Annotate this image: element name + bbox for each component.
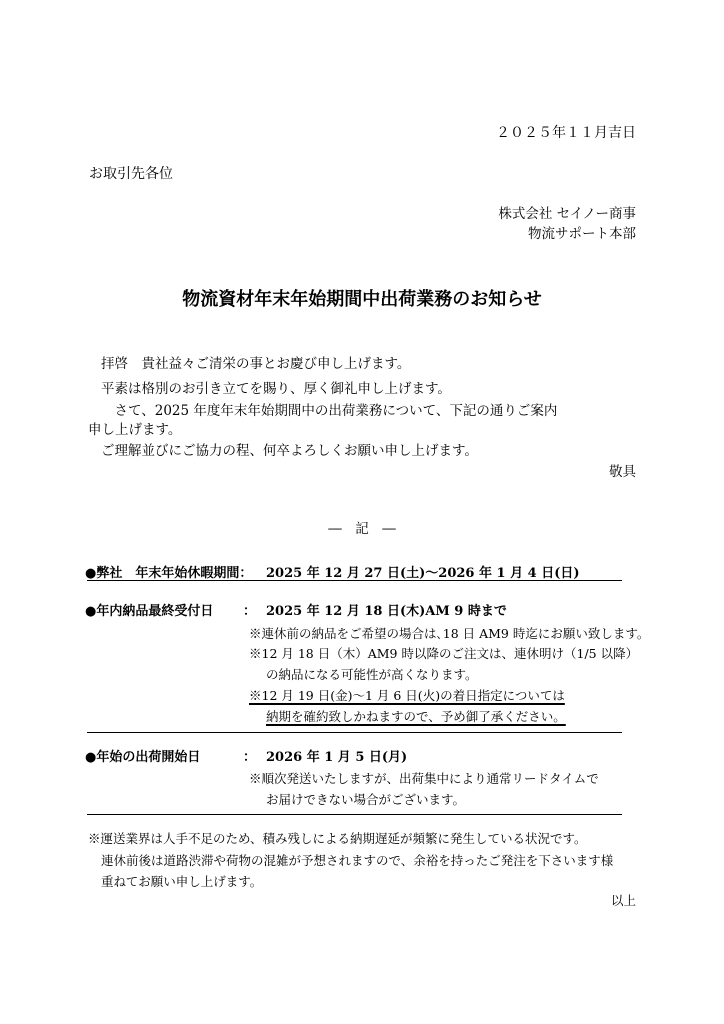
start-note-2: お届けできない場合がございます。: [266, 792, 466, 807]
deadline-value: 2025 年 12 月 18 日(木)AM 9 時まで: [266, 604, 507, 619]
ijou: 以上: [610, 893, 636, 908]
start-value: 2026 年 1 月 5 日(月): [266, 750, 408, 765]
divider-line: [87, 814, 622, 815]
start-note-1: ※順次発送いたしますが、出荷集中により通常リードタイムで: [249, 771, 599, 786]
start-colon: ：: [243, 750, 257, 765]
start-label: ●年始の出荷開始日: [85, 750, 201, 765]
greeting-line-4: 申し上げます。: [88, 422, 182, 438]
footer-note-3: 重ねてお願い申し上げます。: [101, 874, 263, 889]
keigu: 敬具: [609, 464, 636, 480]
page-title: 物流資材年末年始期間中出荷業務のお知らせ: [182, 289, 542, 310]
greeting-line-3: さて、2025 年度年末年始期間中の出荷業務について、下記の通りご案内: [101, 403, 558, 419]
divider-line: [87, 732, 622, 733]
greeting-line-2: 平素は格別のお引き立てを賜り、厚く御礼申し上げます。: [101, 381, 451, 397]
deadline-warning-1: ※12 月 19 日(金)～1 月 6 日(火)の着日指定については: [249, 688, 565, 703]
sender-company: 株式会社 セイノー商事: [498, 206, 636, 222]
deadline-note-2: ※12 月 18 日（木）AM9 時以降のご注文は、連休明け（1/5 以降）: [249, 646, 639, 661]
sender-department: 物流サポート本部: [528, 226, 636, 242]
deadline-warning-2: 納期を確約致しかねますので、予め御了承ください。: [266, 709, 566, 724]
recipient: お取引先各位: [89, 166, 173, 182]
holiday-label: ●弊社 年末年始休暇期間：: [85, 566, 253, 581]
ki-heading: ― 記 ―: [328, 521, 396, 537]
deadline-label: ●年内納品最終受付日: [85, 604, 214, 619]
greeting-line-5: ご理解並びにご協力の程、何卒よろしくお願い申し上げます。: [101, 443, 478, 459]
deadline-colon: ：: [243, 604, 257, 619]
greeting-line-1: 拝啓 貴社益々ご清栄の事とお慶び申し上げます。: [101, 356, 411, 372]
deadline-note-1: ※連休前の納品をご希望の場合は､18 日 AM9 時迄にお願い致します。: [249, 626, 650, 641]
footer-note-1: ※運送業界は人手不足のため、積み残しによる納期遅延が頻繁に発生している状況です。: [88, 831, 587, 846]
divider-line: [87, 580, 622, 581]
holiday-period: 2025 年 12 月 27 日(土)～2026 年 1 月 4 日(日): [266, 566, 580, 581]
footer-note-2: 連休前後は道路渋滞や荷物の混雑が予想されますので、余裕を持ったご発注を下さいます様: [101, 853, 614, 868]
document-date: ２０２５年１１月吉日: [496, 125, 636, 141]
deadline-note-3: の納品になる可能性が高くなります。: [266, 667, 478, 682]
